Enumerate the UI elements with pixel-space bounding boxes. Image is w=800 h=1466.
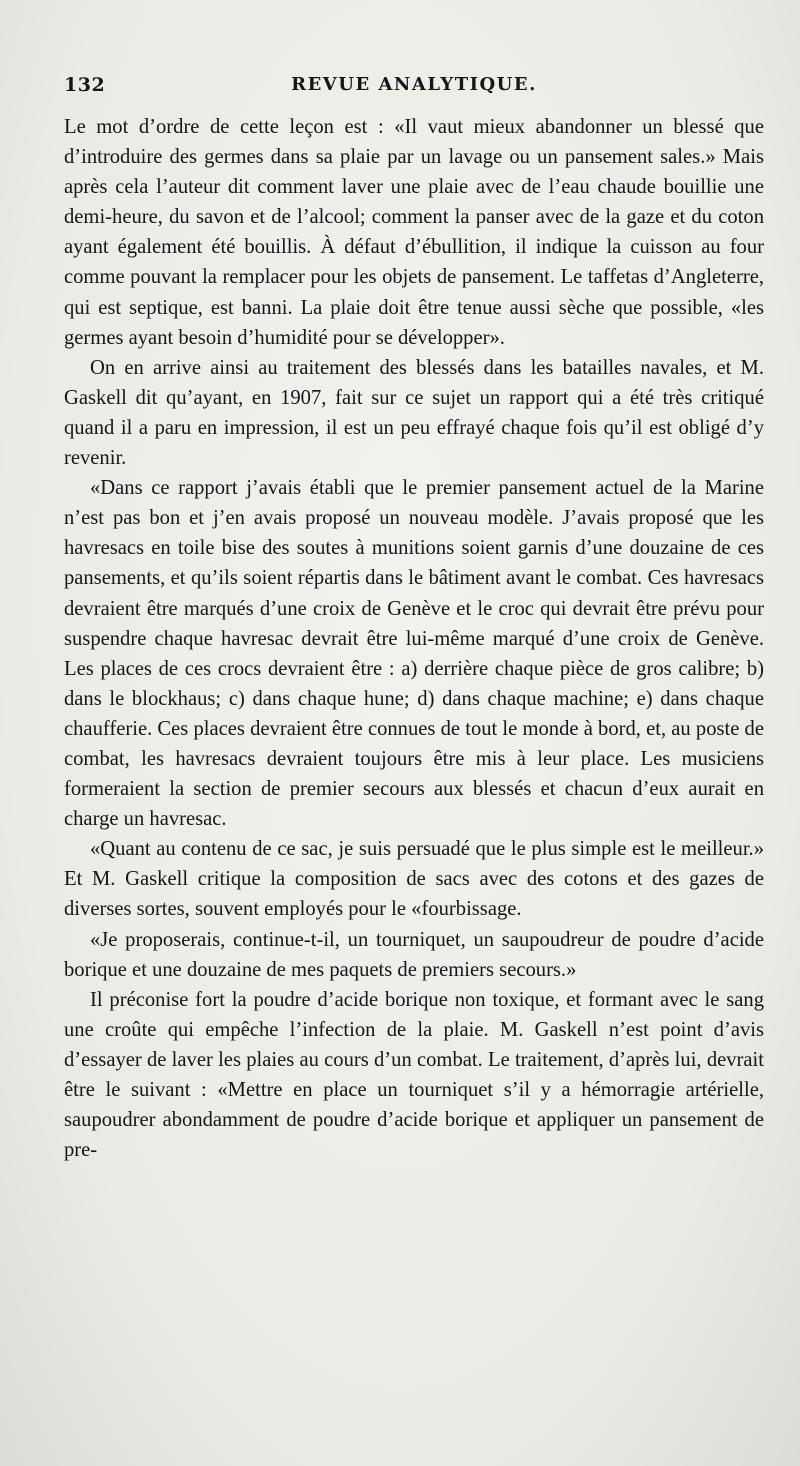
running-title: REVUE ANALYTIQUE. [291, 74, 537, 95]
paragraph: «Dans ce rapport j’avais établi que le premier pansement actuel de la Marine n’est pas bon et j’en avais proposé un nouveau modèle. J’avais proposé que les havresacs en toile bise des soutes à munitions soient garnis d’une douzaine de ces pansements, et qu’ils soient répartis dans le bâtiment avant le combat. Ces havresacs devraient être marqués d’une croix de Genève et le croc qui devrait être prévu pour suspendre chaque havresac devrait être lui-même marqué d’une croix de Genève. Les places de ces crocs devraient être : a) derrière chaque pièce de gros calibre; b) dans le blockhaus; c) dans chaque hune; d) dans chaque machine; e) dans chaque chaufferie. Ces places devraient être connues de tout le monde à bord, et, au poste de combat, les havresacs devraient toujours être mis à leur place. Les musiciens formeraient la section de premier secours aux blessés et chacun d’eux aurait en charge un havresac. [64, 477, 764, 831]
paragraph: Le mot d’ordre de cette leçon est : «Il vaut mieux abandonner un blessé que d’introduire des germes dans sa plaie par un lavage ou un pansement sales.» Mais après cela l’auteur dit comment laver une plaie avec de l’eau chaude bouillie une demi-heure, du savon et de l’alcool; comment la panser avec de la gaze et du coton ayant également été bouillis. À défaut d’ébullition, il indique la cuisson au four comme pouvant la remplacer pour les objets de pansement. Le taffetas d’Angleterre, qui est septique, est banni. La plaie doit être tenue aussi sèche que possible, «les germes ayant besoin d’humidité pour se développer». [64, 116, 764, 349]
paragraph: «Quant au contenu de ce sac, je suis persuadé que le plus simple est le meilleur.» Et M. Gaskell critique la composition de sacs avec des cotons et des gazes de diverses sortes, souvent employés pour le «fourbissage. [64, 838, 764, 921]
paragraph: On en arrive ainsi au traitement des blessés dans les batailles navales, et M. Gaskell dit qu’ayant, en 1907, fait sur ce sujet un rapport qui a été très critiqué quand il a paru en impression, il est un peu effrayé chaque fois qu’il est obligé d’y revenir. [64, 356, 764, 470]
paragraph: Il préconise fort la poudre d’acide borique non toxique, et formant avec le sang une croûte qui empêche l’infection de la plaie. M. Gaskell n’est point d’avis d’essayer de laver les plaies au cours d’un combat. Le traitement, d’après lui, devrait être le suivant : «Mettre en place un tourniquet s’il y a hémorragie artérielle, saupoudrer abondamment de poudre d’acide borique et appliquer un pansement de pre- [64, 988, 764, 1162]
page-header [64, 74, 764, 102]
page-number: 132 [64, 74, 106, 96]
body-text [64, 112, 764, 1165]
paragraph: «Je proposerais, continue-t-il, un tourniquet, un saupoudreur de poudre d’acide borique et une douzaine de mes paquets de premiers secours.» [64, 928, 764, 981]
